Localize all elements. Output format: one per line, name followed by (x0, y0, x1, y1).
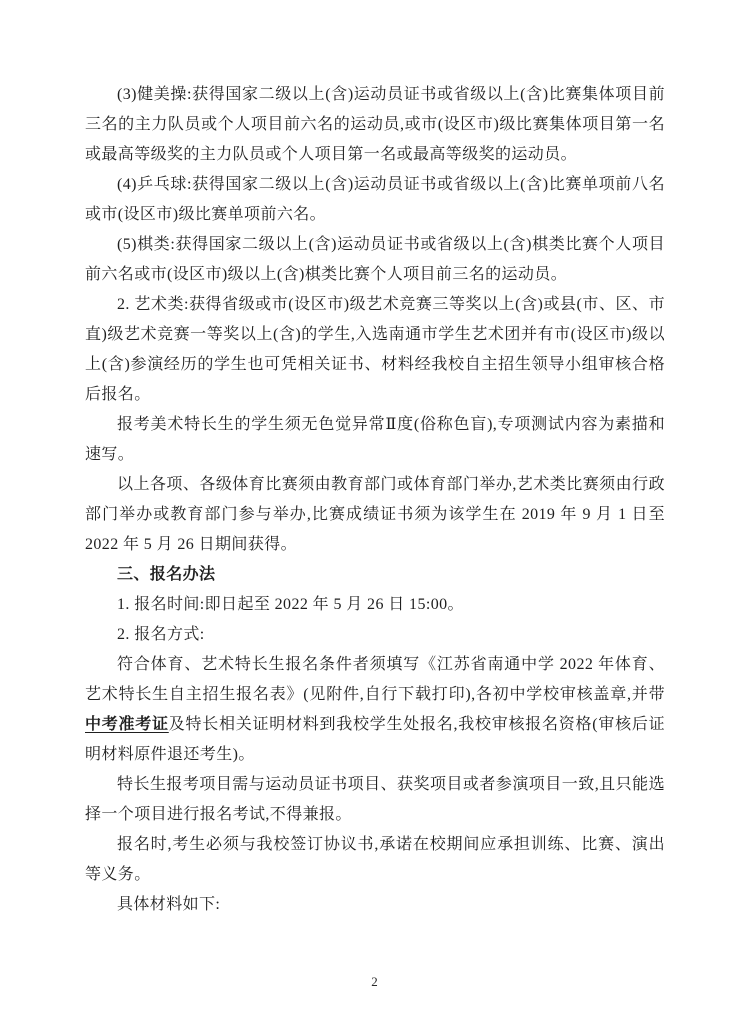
paragraph-gymnastics: (3)健美操:获得国家二级以上(含)运动员证书或省级以上(含)比赛集体项目前三名的主力队员或个人项目前六名的运动员,或市(设区市)级比赛集体项目第一名或最高等级奖的主力队员或个人项目第一名或最高等级奖的运动员。 (85, 86, 665, 163)
paragraph-materials-intro: 具体材料如下: (117, 896, 221, 913)
paragraph-registration-method: 2. 报名方式: (117, 626, 205, 643)
paragraph-registration-time: 1. 报名时间:即日起至 2022 年 5 月 26 日 15:00。 (117, 596, 464, 613)
paragraph-competition-requirement: 以上各项、各级体育比赛须由教育部门或体育部门举办,艺术类比赛须由行政部门举办或教育部门参与举办,比赛成绩证书须为该学生在 2019 年 9 月 1 日至 2022 年 5 月 26 日期间获得。 (85, 476, 665, 553)
paragraph-project-consistency: 特长生报考项目需与运动员证书项目、获奖项目或者参演项目一致,且只能选择一个项目进行报名考试,不得兼报。 (85, 776, 665, 823)
emphasized-exam-pass-text: 中考准考证 (85, 716, 169, 733)
paragraph-table-tennis: (4)乒乓球:获得国家二级以上(含)运动员证书或省级以上(含)比赛单项前八名或市(设区市)级比赛单项前六名。 (85, 176, 665, 223)
page-number: 2 (371, 974, 378, 989)
paragraph-registration-detail (85, 650, 665, 770)
paragraph-segment: 及特长相关证明材料到我校学生处报名,我校审核报名资格(审核后证明材料原件退还考生)。 (85, 716, 665, 763)
paragraph-agreement: 报名时,考生必须与我校签订协议书,承诺在校期间应承担训练、比赛、演出等义务。 (85, 836, 665, 883)
paragraph-fine-art-requirement: 报考美术特长生的学生须无色觉异常Ⅱ度(俗称色盲),专项测试内容为素描和速写。 (85, 416, 665, 463)
paragraph-chess: (5)棋类:获得国家二级以上(含)运动员证书或省级以上(含)棋类比赛个人项目前六名或市(设区市)级以上(含)棋类比赛个人项目前三名的运动员。 (85, 236, 665, 283)
section-heading-registration: 三、报名办法 (117, 566, 216, 583)
paragraph-segment: 符合体育、艺术特长生报名条件者须填写《江苏省南通中学 2022 年体育、艺术特长生自主招生报名表》(见附件,自行下载打印),各初中学校审核盖章,并带 (85, 656, 665, 703)
paragraph-art-category: 2. 艺术类:获得省级或市(设区市)级艺术竞赛三等奖以上(含)或县(市、区、市直)级艺术竞赛一等奖以上(含)的学生,入选南通市学生艺术团并有市(设区市)级以上(含)参演经历的学生也可凭相关证书、材料经我校自主招生领导小组审核合格后报名。 (85, 296, 665, 403)
